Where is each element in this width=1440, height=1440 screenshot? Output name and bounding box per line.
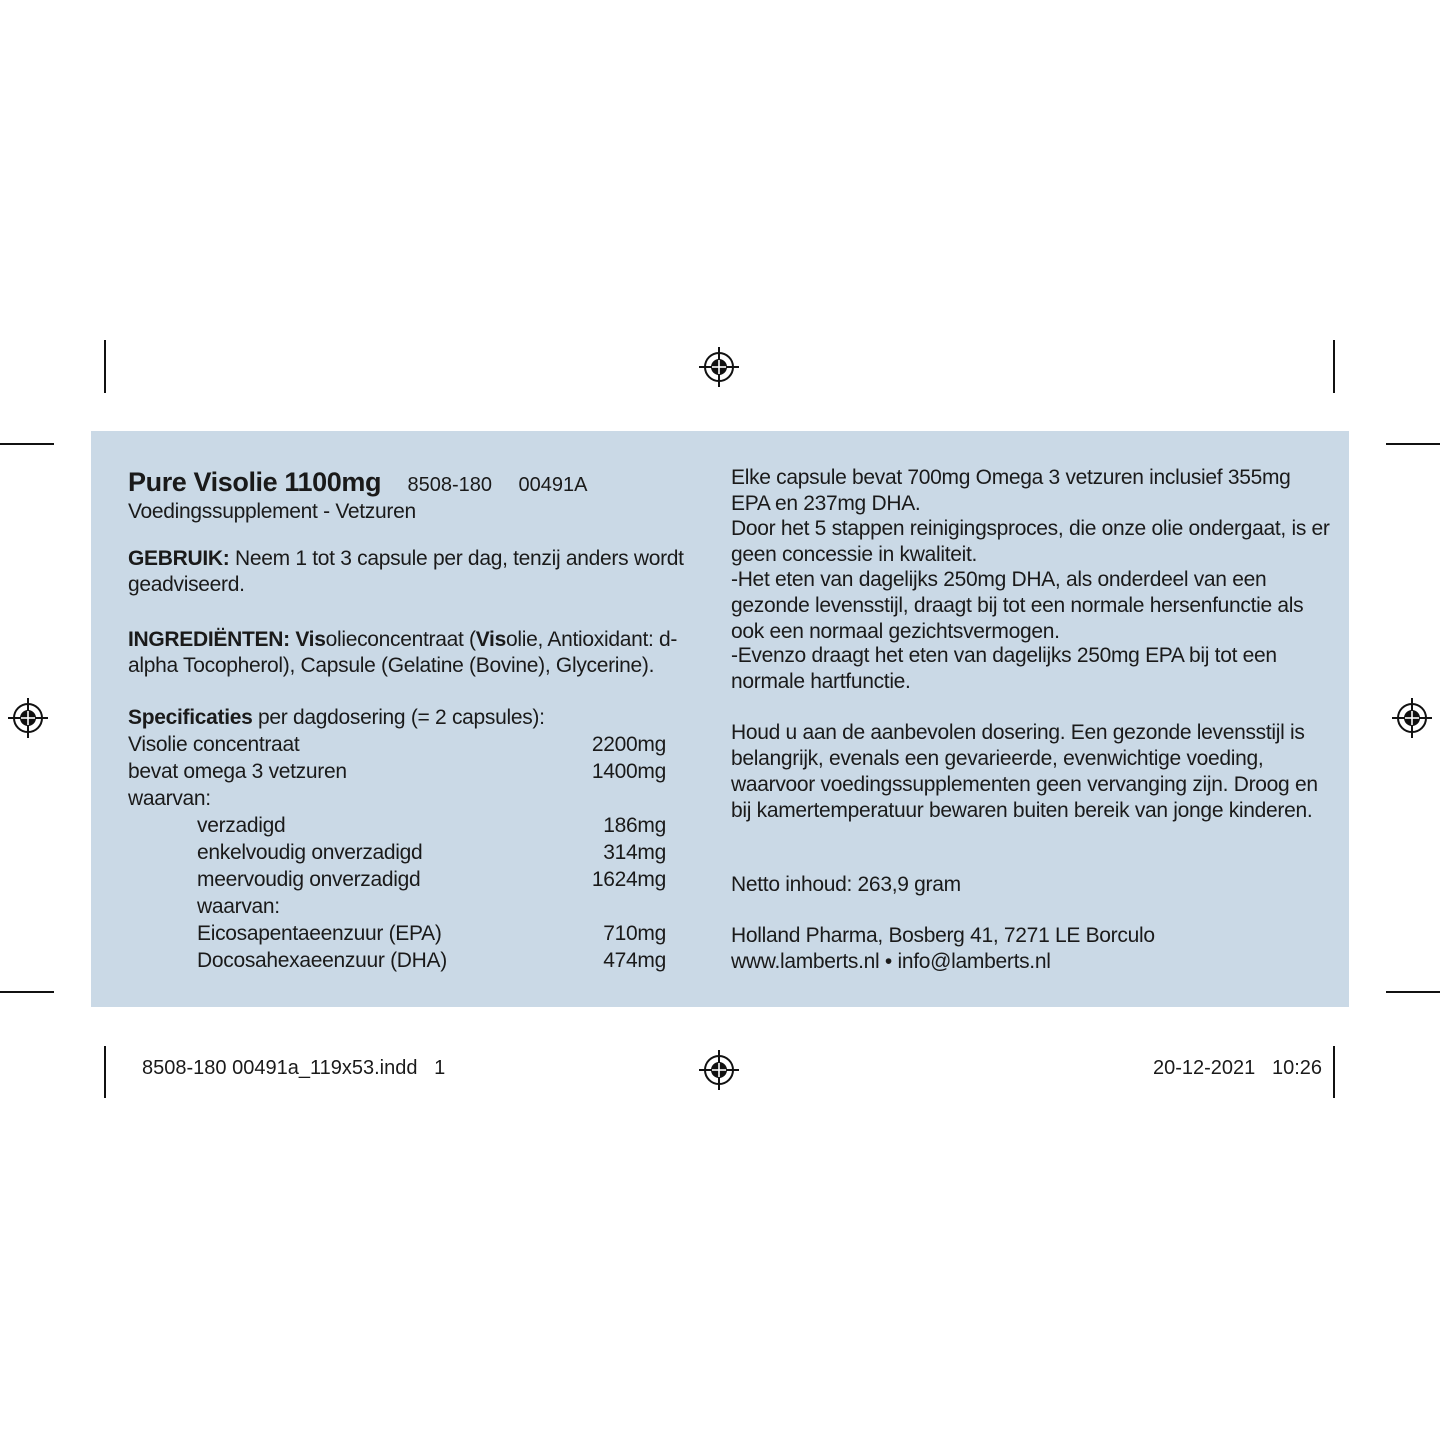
spec-row [128,786,666,812]
ingredients-text: olie, Antioxidant: d-alpha Tocopherol), Capsule (Gelatine (Bovine), Glycerine). [128,628,678,677]
product-title: Pure Visolie 1100mg [128,467,382,497]
spec-label: meervoudig onverzadigd [197,868,421,891]
spec-value: 710mg [603,922,666,945]
crop-mark-icon [1333,340,1335,393]
contact-info: www.lamberts.nl • info@lamberts.nl [731,950,1051,973]
registration-mark-icon [699,1050,739,1090]
dha-claim-text: -Het eten van dagelijks 250mg DHA, als onderdeel van een gezonde levensstijl, draagt bij tot een normale hersenfunctie als ook een normaal gezichtsvermogen. [731,568,1304,643]
spec-row [128,921,666,947]
crop-mark-icon [1386,443,1440,445]
spec-label: verzadigd [197,814,286,837]
product-code: 8508-180 [407,474,493,496]
ingredients-label: INGREDIËNTEN: [128,628,290,651]
spec-value: 314mg [603,841,666,864]
spec-value: 186mg [603,814,666,837]
spec-row [128,867,666,893]
epa-claim-text: -Evenzo draagt het eten van dagelijks 250mg EPA bij tot een normale hartfunctie. [731,644,1277,693]
registration-mark-icon [8,698,48,738]
spec-row [128,840,666,866]
spec-label: waarvan: [197,895,280,918]
batch-code: 00491A [518,474,588,496]
purification-text: Door het 5 stappen reinigingsproces, die onze olie ondergaat, is er geen concessie in kwaliteit. [731,517,1330,566]
spec-row [128,948,666,974]
spec-label: waarvan: [128,787,211,810]
title-row [128,467,587,498]
usage-text: Neem 1 tot 3 capsule per dag, tenzij anders wordt geadviseerd. [128,547,684,596]
spec-label: bevat omega 3 vetzuren [128,760,347,783]
ingredients-fish: Vis [295,628,326,651]
capsule-content-text: Elke capsule bevat 700mg Omega 3 vetzuren inclusief 355mg EPA en 237mg DHA. [731,466,1291,515]
specs-heading [128,705,718,731]
spec-label: Docosahexaeenzuur (DHA) [197,949,447,972]
spec-value: 474mg [603,949,666,972]
product-subtitle: Voedingssupplement - Vetzuren [128,500,416,523]
file-slug: 8508-180 00491a_119x53.indd 1 [142,1057,446,1079]
print-datetime: 20-12-2021 10:26 [1152,1057,1322,1079]
label-panel [91,431,1349,1007]
company-address: Holland Pharma, Bosberg 41, 7271 LE Borculo [731,924,1155,947]
crop-mark-icon [104,1046,106,1098]
spec-value: 1400mg [591,760,666,783]
warning-text: Houd u aan de aanbevolen dosering. Een gezonde levensstijl is belangrijk, evenals een gevarieerde, evenwichtige voeding, waarvoor voedingssupplementen geen vervanging zijn. Droog en bij kamertemperatuur bewaren buiten bereik van jonge kinderen. [731,721,1318,822]
ingredients-section [128,627,718,679]
usage-section [128,546,718,598]
spec-label: Visolie concentraat [128,733,300,756]
crop-mark-icon [1386,991,1440,993]
spec-row [128,894,666,920]
specs-label: Specificaties [128,706,253,729]
usage-label: GEBRUIK: [128,547,230,570]
crop-mark-icon [1333,1046,1335,1098]
crop-mark-icon [0,991,54,993]
spec-value: 2200mg [591,733,666,756]
net-content: Netto inhoud: 263,9 gram [731,873,961,896]
ingredients-fish: Vis [475,628,506,651]
registration-mark-icon [1392,698,1432,738]
spec-row [128,813,666,839]
crop-mark-icon [0,443,54,445]
specs-intro: per dagdosering (= 2 capsules): [252,706,545,729]
ingredients-text: olieconcentraat ( [325,628,476,651]
spec-row [128,732,666,758]
spec-row [128,759,666,785]
crop-mark-icon [104,340,106,393]
spec-label: Eicosapentaeenzuur (EPA) [197,922,442,945]
spec-label: enkelvoudig onverzadigd [197,841,423,864]
spec-value: 1624mg [591,868,666,891]
registration-mark-icon [699,347,739,387]
